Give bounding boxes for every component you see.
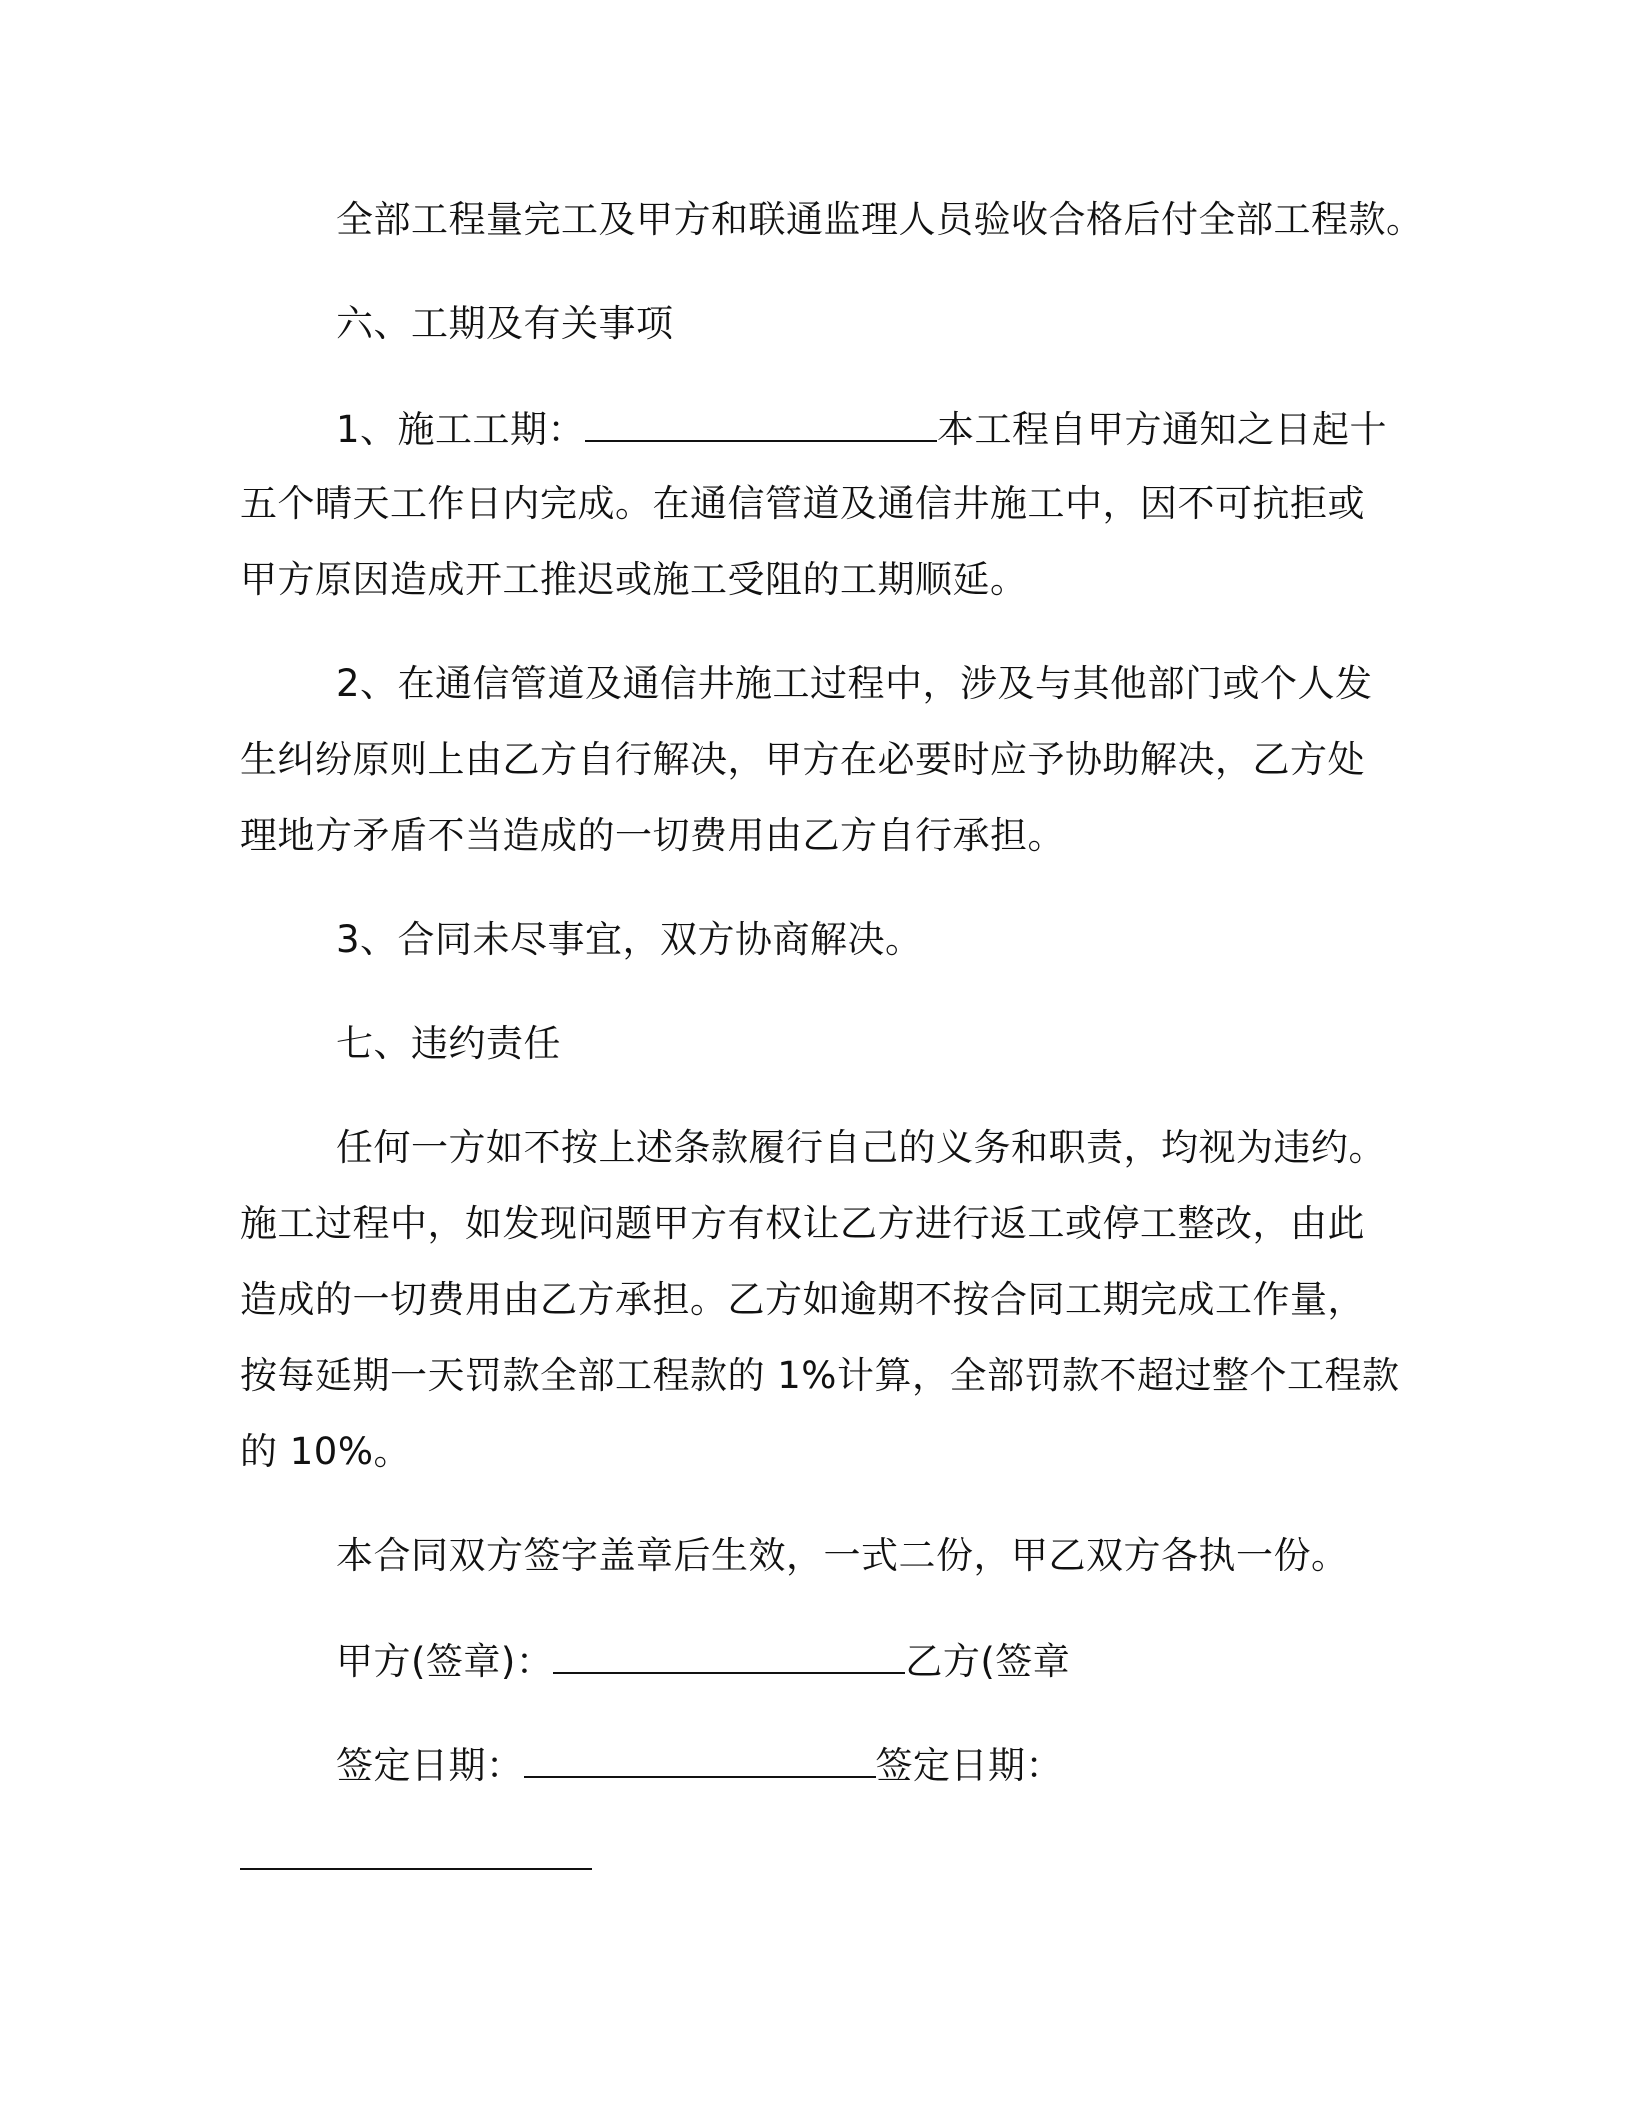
blank-field-construction-period[interactable] — [585, 404, 937, 442]
text-line: 造成的一切费用由乙方承担。乙方如逾期不按合同工期完成工作量， — [240, 1278, 1365, 1321]
text-line: 施工过程中，如发现问题甲方有权让乙方进行返工或停工整改，由此 — [240, 1202, 1365, 1245]
text-line: 甲方原因造成开工推迟或施工受阻的工期顺延。 — [240, 558, 1028, 601]
clause-2-line-2 — [240, 736, 1365, 784]
section-heading-breach — [336, 1020, 561, 1068]
text-line: 任何一方如不按上述条款履行自己的义务和职责，均视为违约。 — [336, 1126, 1386, 1169]
party-a-date-field[interactable] — [524, 1740, 876, 1778]
text-line: 七、违约责任 — [336, 1022, 561, 1065]
party-a-signature-label: 甲方(签章)： — [336, 1640, 554, 1683]
text-line: 本合同双方签字盖章后生效，一式二份，甲乙双方各执一份。 — [336, 1534, 1349, 1577]
paragraph-payment — [336, 196, 1424, 244]
clause-1-line-1 — [336, 404, 1387, 454]
text-line: 2、在通信管道及通信井施工过程中，涉及与其他部门或个人发 — [336, 662, 1373, 705]
party-b-date-label: 签定日期： — [875, 1744, 1063, 1787]
clause-3 — [336, 916, 923, 964]
party-b-date-field[interactable] — [240, 1868, 592, 1870]
text-line: 按每延期一天罚款全部工程款的 1%计算，全部罚款不超过整个工程款 — [240, 1354, 1400, 1397]
party-a-date-label: 签定日期： — [336, 1744, 524, 1787]
section-heading-schedule — [336, 300, 674, 348]
breach-line-3 — [240, 1276, 1365, 1324]
effectiveness-clause — [336, 1532, 1349, 1580]
breach-line-2 — [240, 1200, 1365, 1248]
text-line: 理地方矛盾不当造成的一切费用由乙方自行承担。 — [240, 814, 1065, 857]
breach-line-4 — [240, 1352, 1399, 1400]
text-line: 本工程自甲方通知之日起十 — [937, 408, 1388, 451]
text-line: 全部工程量完工及甲方和联通监理人员验收合格后付全部工程款。 — [336, 198, 1424, 241]
clause-1-line-2 — [240, 480, 1365, 528]
party-b-signature-label: 乙方(签章 — [905, 1640, 1071, 1683]
clause-2-line-3 — [240, 812, 1065, 860]
clause-1-line-3 — [240, 556, 1028, 604]
text-line: 六、工期及有关事项 — [336, 302, 674, 345]
text-line: 的 10%。 — [240, 1430, 411, 1473]
clause-2-line-1 — [336, 660, 1373, 708]
breach-line-5 — [240, 1428, 411, 1476]
breach-line-1 — [336, 1124, 1386, 1172]
text-line: 1、施工工期： — [336, 408, 586, 451]
signature-line — [336, 1636, 1070, 1686]
party-a-signature-field[interactable] — [553, 1636, 905, 1674]
text-line: 五个晴天工作日内完成。在通信管道及通信井施工中，因不可抗拒或 — [240, 482, 1365, 525]
text-line: 3、合同未尽事宜，双方协商解决。 — [336, 918, 923, 961]
text-line: 生纠纷原则上由乙方自行解决，甲方在必要时应予协助解决，乙方处 — [240, 738, 1365, 781]
date-line — [336, 1740, 1063, 1790]
